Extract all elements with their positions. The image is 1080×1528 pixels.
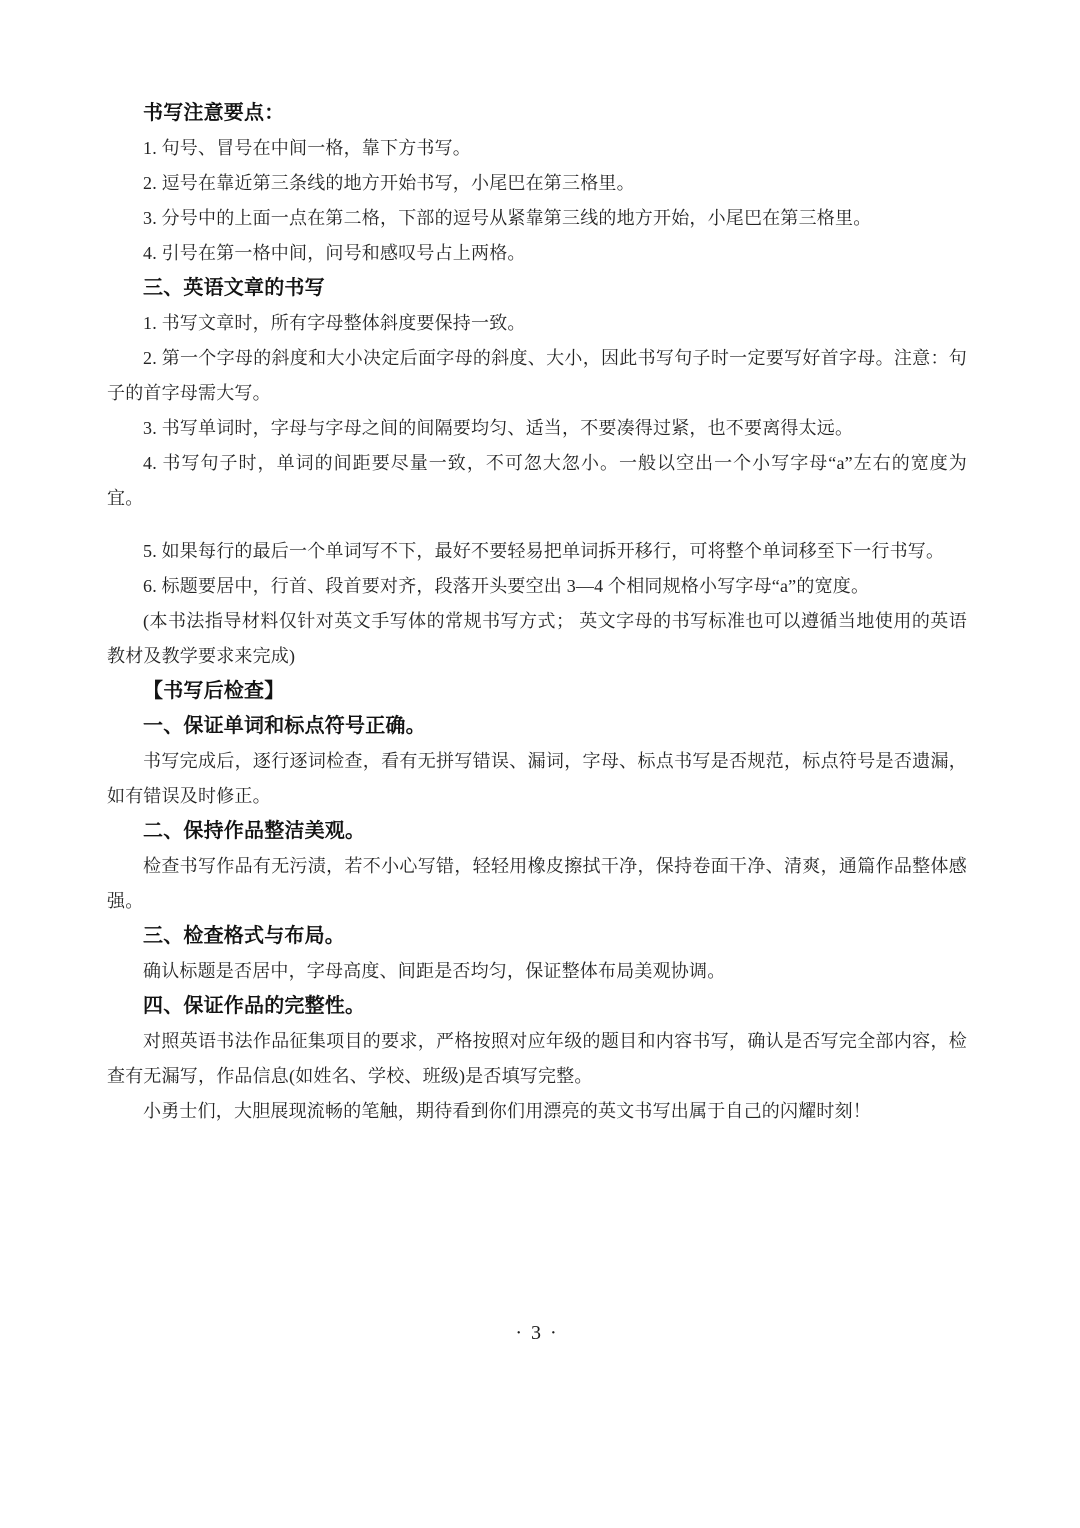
article-item-6: 6. 标题要居中，行首、段首要对齐，段落开头要空出 3—4 个相同规格小写字母“a”的宽度。	[143, 576, 870, 596]
article-item-1: 1. 书写文章时，所有字母整体斜度要保持一致。	[143, 313, 526, 333]
heading-writing-points: 书写注意要点：	[143, 102, 285, 124]
article-item-4: 4. 书写句子时，单词的间距要尽量一致，不可忽大忽小。一般以空出一个小写字母“a”左右的宽度为宜。	[107, 453, 967, 508]
heading-article-writing: 三、英语文章的书写	[143, 277, 325, 299]
article-item-2: 2. 第一个字母的斜度和大小决定后面字母的斜度、大小，因此书写句子时一定要写好首字母。注意：句子的首字母需大写。	[107, 348, 967, 403]
article-item-5: 5. 如果每行的最后一个单词写不下，最好不要轻易把单词拆开移行，可将整个单词移至下一行书写。	[143, 541, 945, 561]
page-number: · 3 ·	[515, 1322, 559, 1344]
check-3-paragraph: 确认标题是否居中，字母高度、间距是否均匀，保证整体布局美观协调。	[143, 961, 726, 981]
punctuation-item-1: 1. 句号、冒号在中间一格，靠下方书写。	[143, 138, 471, 158]
heading-check-1: 一、保证单词和标点符号正确。	[143, 715, 426, 737]
check-4-paragraph: 对照英语书法作品征集项目的要求，严格按照对应年级的题目和内容书写，确认是否写完全部内容，检查有无漏写，作品信息(如姓名、学校、班级)是否填写完整。	[107, 1031, 967, 1086]
heading-check-4: 四、保证作品的完整性。	[143, 995, 366, 1017]
heading-post-writing-check: 【书写后检查】	[143, 680, 285, 702]
punctuation-item-4: 4. 引号在第一格中间，问号和感叹号占上两格。	[143, 243, 526, 263]
article-item-3: 3. 书写单词时，字母与字母之间的间隔要均匀、适当，不要凑得过紧，也不要离得太远。	[143, 418, 854, 438]
closing-paragraph: 小勇士们，大胆展现流畅的笔触，期待看到你们用漂亮的英文书写出属于自己的闪耀时刻！	[143, 1101, 871, 1121]
check-2-paragraph: 检查书写作品有无污渍，若不小心写错，轻轻用橡皮擦拭干净，保持卷面干净、清爽，通篇作品整体感强。	[107, 856, 967, 911]
punctuation-item-2: 2. 逗号在靠近第三条线的地方开始书写，小尾巴在第三格里。	[143, 173, 635, 193]
check-1-paragraph: 书写完成后，逐行逐词检查，看有无拼写错误、漏词，字母、标点书写是否规范，标点符号是否遗漏，如有错误及时修正。	[107, 751, 967, 806]
note-paragraph: (本书法指导材料仅针对英文手写体的常规书写方式； 英文字母的书写标准也可以遵循当地使用的英语教材及教学要求来完成)	[107, 611, 967, 666]
heading-check-2: 二、保持作品整洁美观。	[143, 820, 366, 842]
punctuation-item-3: 3. 分号中的上面一点在第二格，下部的逗号从紧靠第三线的地方开始，小尾巴在第三格里。	[143, 208, 872, 228]
heading-check-3: 三、检查格式与布局。	[143, 925, 345, 947]
